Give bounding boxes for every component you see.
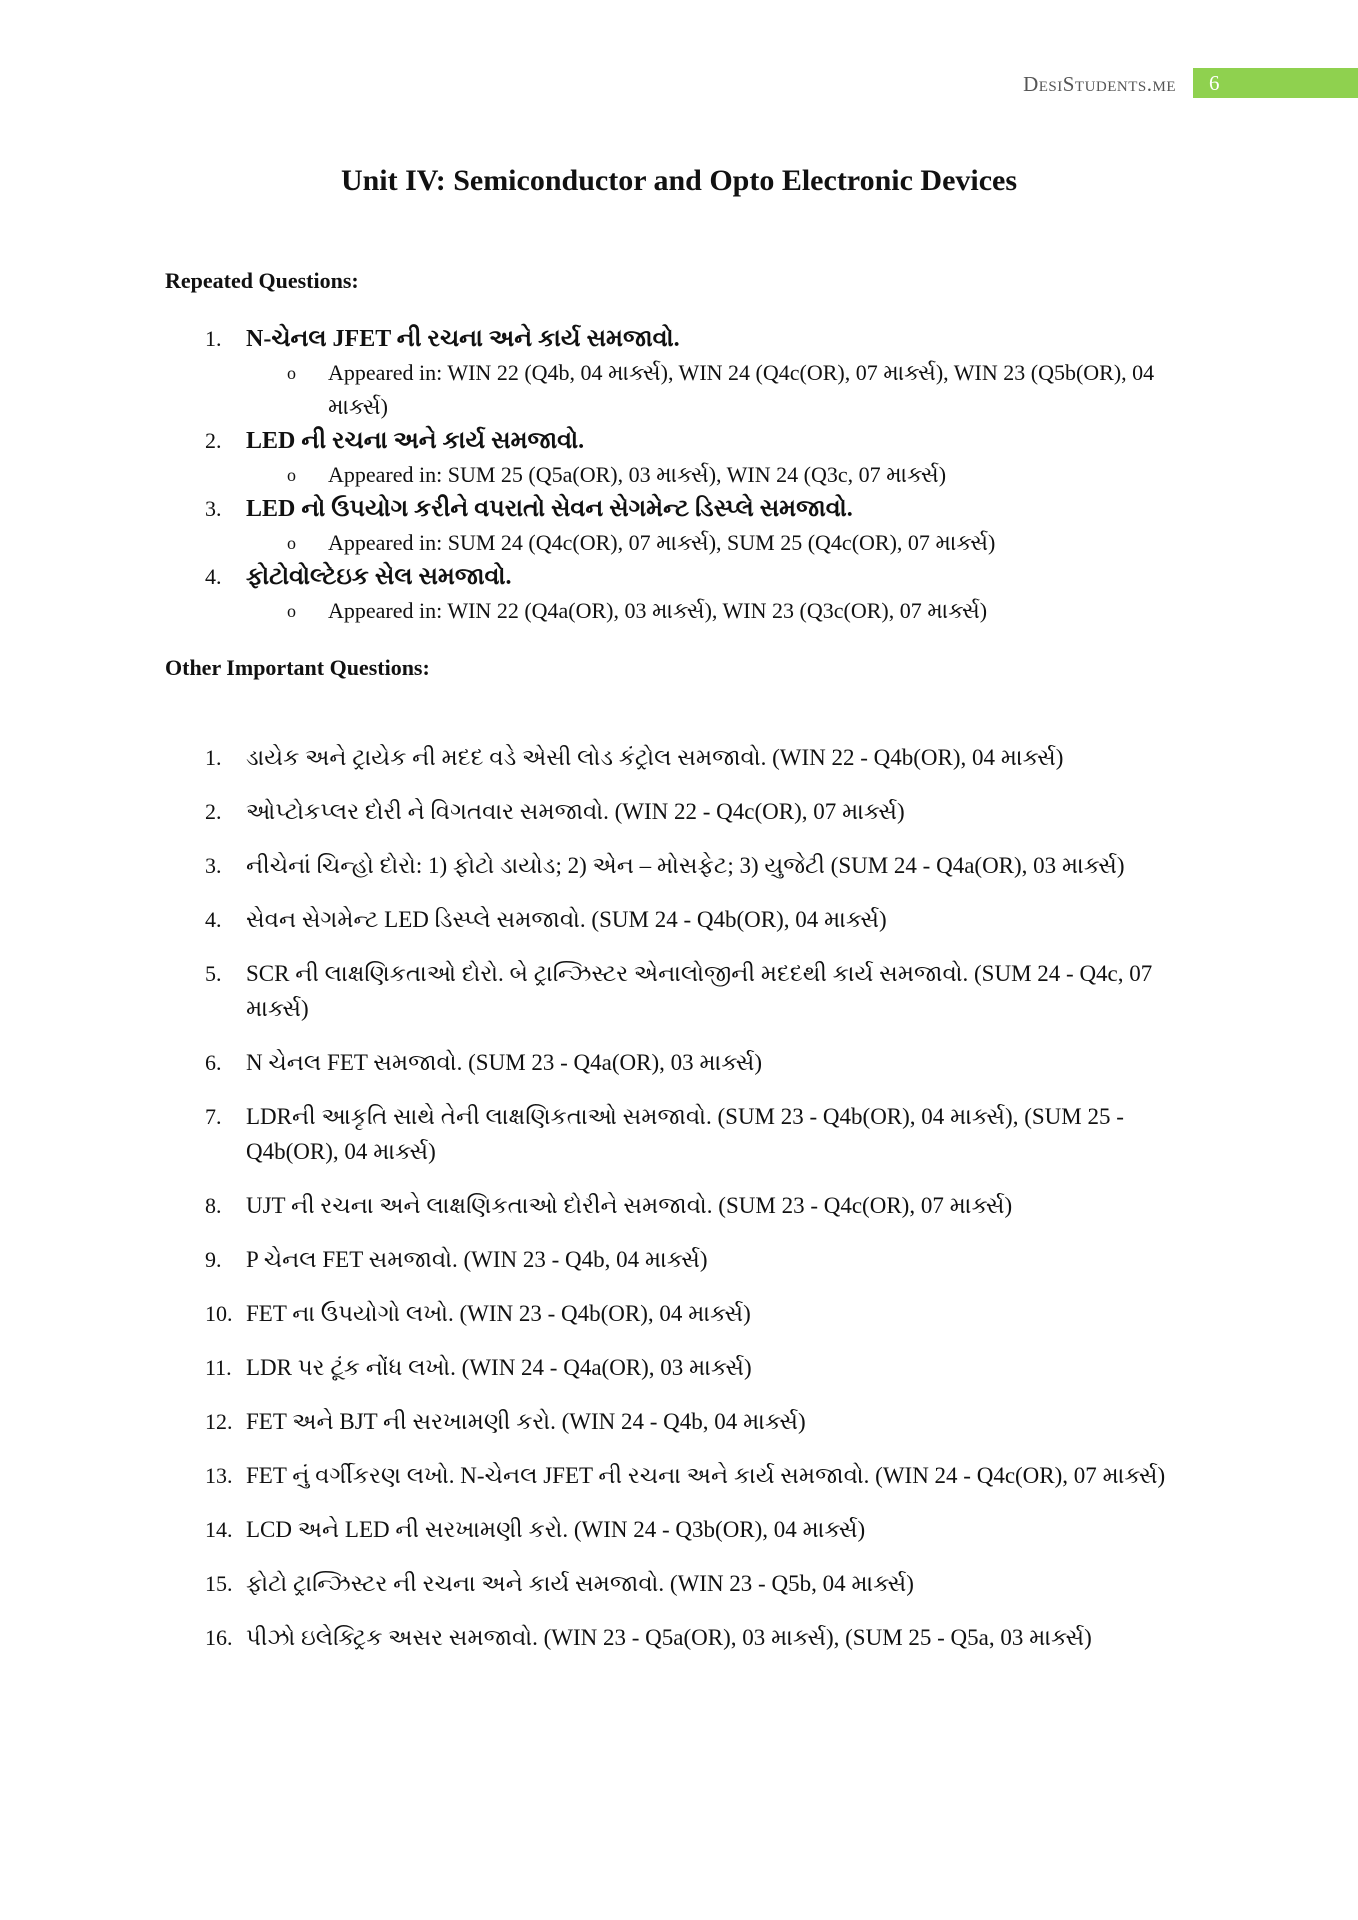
item-number: 2.	[205, 428, 222, 453]
question-text: LDRની આકૃતિ સાથે તેની લાક્ષણિકતાઓ સમજાવો. (SUM 23 - Q4b(OR), 04 માર્ક્સ), (SUM 25 - Q4b(OR), 04 માર્ક્સ)	[246, 1104, 1124, 1164]
question-text: N-ચેનલ JFET ની રચના અને કાર્ય સમજાવો.	[246, 326, 680, 352]
repeated-question	[205, 424, 1165, 458]
list-item	[205, 956, 1195, 1026]
page-number: 6	[1193, 68, 1358, 98]
item-number: 1.	[205, 326, 222, 351]
question-text: ઓપ્ટોકપ્લર દોરી ને વિગતવાર સમજાવો. (WIN 22 - Q4c(OR), 07 માર્ક્સ)	[246, 799, 905, 824]
repeated-list	[205, 322, 1165, 628]
list-item	[205, 1242, 1195, 1277]
question-text: FET અને BJT ની સરખામણી કરો. (WIN 24 - Q4b, 04 માર્ક્સ)	[246, 1409, 806, 1434]
item-number: 4.	[205, 907, 222, 932]
question-text: સેવન સેગમેન્ટ LED ડિસ્પ્લે સમજાવો. (SUM 24 - Q4b(OR), 04 માર્ક્સ)	[246, 907, 887, 932]
item-number: 6.	[205, 1050, 222, 1075]
question-text: LED ની રચના અને કાર્ય સમજાવો.	[246, 428, 585, 454]
item-number: 7.	[205, 1104, 222, 1129]
appeared-in	[287, 594, 1165, 628]
list-item	[205, 902, 1195, 937]
list-item	[205, 794, 1195, 829]
other-heading: Other Important Questions:	[165, 655, 430, 680]
list-item	[205, 1099, 1195, 1169]
question-text: FET ના ઉપયોગો લખો. (WIN 23 - Q4b(OR), 04 માર્ક્સ)	[246, 1301, 751, 1326]
bullet-icon: o	[287, 363, 296, 383]
list-item	[205, 1296, 1195, 1331]
question-text: LDR પર ટૂંક નોંધ લખો. (WIN 24 - Q4a(OR), 03 માર્ક્સ)	[246, 1355, 752, 1380]
list-item	[205, 1566, 1195, 1601]
item-number: 2.	[205, 799, 222, 824]
list-item	[205, 848, 1195, 883]
question-text: નીચેનાં ચિન્હો દોરો: 1) ફોટો ડાયોડ; 2) એન – મોસફેટ; 3) યુજેટી (SUM 24 - Q4a(OR), 03 માર્ક્સ)	[246, 853, 1125, 878]
repeated-heading: Repeated Questions:	[165, 268, 359, 293]
appeared-text: Appeared in: SUM 25 (Q5a(OR), 03 માર્ક્સ), WIN 24 (Q3c, 07 માર્ક્સ)	[328, 462, 947, 487]
list-item	[205, 1350, 1195, 1385]
item-number: 10.	[205, 1301, 233, 1326]
item-number: 3.	[205, 496, 222, 521]
item-number: 3.	[205, 853, 222, 878]
question-text: પીઝો ઇલેક્ટ્રિક અસર સમજાવો. (WIN 23 - Q5a(OR), 03 માર્ક્સ), (SUM 25 - Q5a, 03 માર્ક્સ)	[246, 1625, 1092, 1650]
list-item	[205, 1045, 1195, 1080]
repeated-question	[205, 322, 1165, 356]
item-number: 9.	[205, 1247, 222, 1272]
question-text: LCD અને LED ની સરખામણી કરો. (WIN 24 - Q3b(OR), 04 માર્ક્સ)	[246, 1517, 866, 1542]
appeared-in	[287, 458, 1165, 492]
item-number: 8.	[205, 1193, 222, 1218]
page-title: Unit IV: Semiconductor and Opto Electronic Devices	[340, 164, 1018, 197]
site-name: DesiStudents.me	[1023, 72, 1176, 96]
appeared-text: Appeared in: WIN 22 (Q4a(OR), 03 માર્ક્સ), WIN 23 (Q3c(OR), 07 માર્ક્સ)	[328, 598, 988, 623]
appeared-in	[287, 356, 1165, 424]
list-item	[205, 1188, 1195, 1223]
question-text: N ચેનલ FET સમજાવો. (SUM 23 - Q4a(OR), 03 માર્ક્સ)	[246, 1050, 763, 1075]
item-number: 16.	[205, 1625, 233, 1650]
bullet-icon: o	[287, 465, 296, 485]
item-number: 4.	[205, 564, 222, 589]
list-item	[205, 1404, 1195, 1439]
page-header	[0, 68, 1358, 98]
appeared-in	[287, 526, 1165, 560]
item-number: 14.	[205, 1517, 233, 1542]
bullet-icon: o	[287, 601, 296, 621]
list-item	[205, 1512, 1195, 1547]
bullet-icon: o	[287, 533, 296, 553]
question-text: FET નું વર્ગીકરણ લખો. N-ચેનલ JFET ની રચના અને કાર્ય સમજાવો. (WIN 24 - Q4c(OR), 07 માર્ક્સ)	[246, 1463, 1166, 1488]
item-number: 5.	[205, 961, 222, 986]
appeared-text: Appeared in: SUM 24 (Q4c(OR), 07 માર્ક્સ), SUM 25 (Q4c(OR), 07 માર્ક્સ)	[328, 530, 996, 555]
item-number: 13.	[205, 1463, 233, 1488]
question-text: LED નો ઉપયોગ કરીને વપરાતો સેવન સેગમેન્ટ ડિસ્પ્લે સમજાવો.	[246, 496, 853, 522]
list-item	[205, 1620, 1195, 1655]
repeated-question	[205, 560, 1165, 594]
question-text: P ચેનલ FET સમજાવો. (WIN 23 - Q4b, 04 માર્ક્સ)	[246, 1247, 708, 1272]
list-item	[205, 740, 1195, 775]
appeared-text: Appeared in: WIN 22 (Q4b, 04 માર્ક્સ), WIN 24 (Q4c(OR), 07 માર્ક્સ), WIN 23 (Q5b(OR), 04 માર્ક્સ)	[328, 360, 1155, 419]
question-text: ફોટો ટ્રાન્ઝિસ્ટર ની રચના અને કાર્ય સમજાવો. (WIN 23 - Q5b, 04 માર્ક્સ)	[246, 1571, 914, 1596]
item-number: 1.	[205, 745, 222, 770]
repeated-question	[205, 492, 1165, 526]
other-list	[205, 740, 1195, 1674]
item-number: 15.	[205, 1571, 233, 1596]
question-text: ડાયેક અને ટ્રાયેક ની મદદ વડે એસી લોડ કંટ્રોલ સમજાવો. (WIN 22 - Q4b(OR), 04 માર્ક્સ)	[246, 745, 1064, 770]
list-item	[205, 1458, 1195, 1493]
item-number: 11.	[205, 1355, 232, 1380]
item-number: 12.	[205, 1409, 233, 1434]
question-text: UJT ની રચના અને લાક્ષણિકતાઓ દોરીને સમજાવો. (SUM 23 - Q4c(OR), 07 માર્ક્સ)	[246, 1193, 1013, 1218]
question-text: ફોટોવોલ્ટેઇક સેલ સમજાવો.	[246, 564, 512, 590]
question-text: SCR ની લાક્ષણિકતાઓ દોરો. બે ટ્રાન્ઝિસ્ટર એનાલોજીની મદદથી કાર્ય સમજાવો. (SUM 24 - Q4c, 07 માર્ક્સ)	[246, 961, 1153, 1021]
